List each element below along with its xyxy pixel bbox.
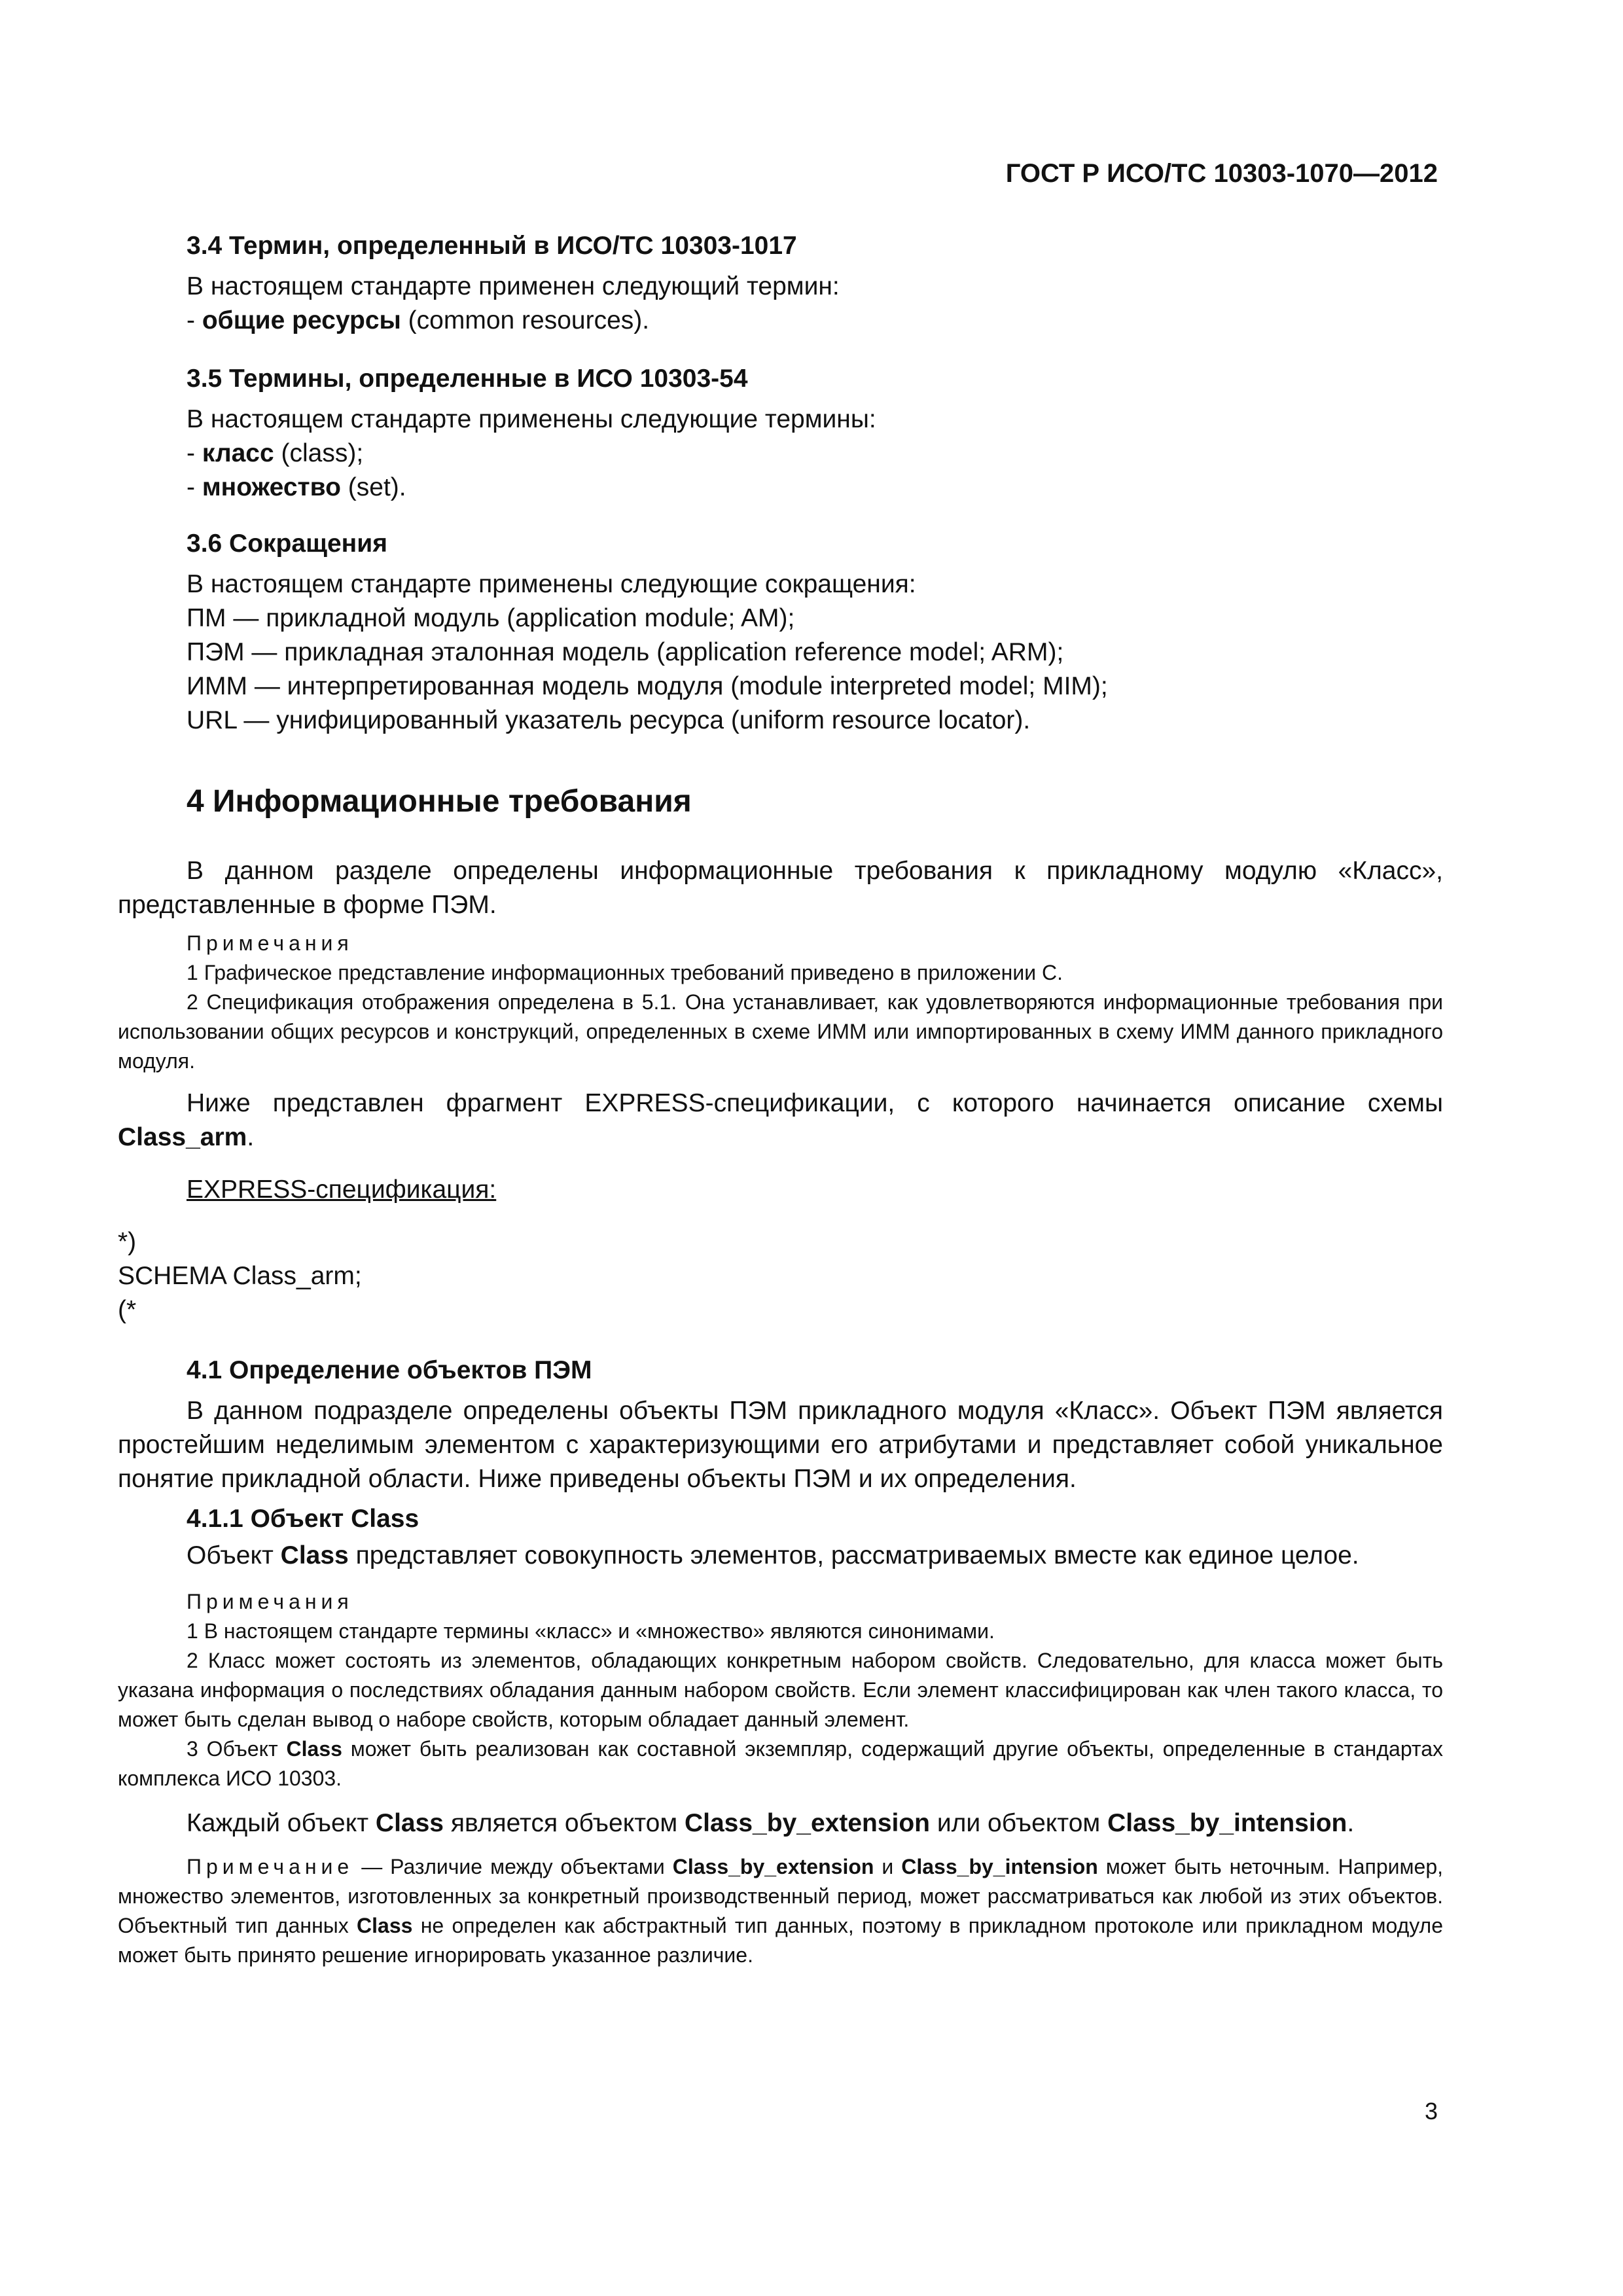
section-4-paragraph-2: Ниже представлен фрагмент EXPRESS-спецификации, с которого начинается описание схемы Class_arm. bbox=[118, 1089, 1443, 1151]
section-3-4-intro: В настоящем стандарте применен следующий термин: bbox=[187, 272, 840, 300]
code-line-1: *) bbox=[118, 1228, 137, 1256]
section-3-6-heading: 3.6 Сокращения bbox=[187, 529, 387, 558]
section-4-1-1-notes-title: Примечания bbox=[187, 1590, 353, 1613]
section-4-1 bbox=[118, 1354, 1443, 1496]
section-4-1-1-note-2: 2 Класс может состоять из элементов, обладающих конкретным набором свойств. Следовательно, для класса может быть указана информация о последствиях обладания данным набором свойств. Если элемент классифицирован как член такого класса, то может быть сделан вывод о наборе свойств, которым обладает данный элемент. bbox=[118, 1649, 1443, 1731]
document-header: ГОСТ Р ИСО/ТС 10303-1070—2012 bbox=[1005, 159, 1438, 188]
abbrev-line-3: ИММ — интерпретированная модель модуля (module interpreted model; MIM); bbox=[187, 672, 1108, 700]
section-4-1-1-heading: 4.1.1 Объект Class bbox=[187, 1505, 419, 1533]
section-3-4-heading: 3.4 Термин, определенный в ИСО/ТС 10303-1017 bbox=[187, 232, 797, 260]
section-4-1-heading: 4.1 Определение объектов ПЭМ bbox=[187, 1356, 592, 1384]
section-4-1-1-paragraph: Объект Class представляет совокупность элементов, рассматриваемых вместе как единое целое. bbox=[187, 1541, 1359, 1570]
section-4-1-paragraph: В данном подразделе определены объекты ПЭМ прикладного модуля «Класс». Объект ПЭМ является простейшим неделимым элементом с характеризующими его атрибутами и представляет собой уникальное понятие прикладной области. Ниже приведены объекты ПЭМ и их определения. bbox=[118, 1397, 1443, 1493]
section-4-note-2: 2 Спецификация отображения определена в 5.1. Она устанавливает, как удовлетворяются информационные требования при использовании общих ресурсов и конструкций, определенных в схеме ИММ или импортированных в схему ИММ данного прикладного модуля. bbox=[118, 990, 1443, 1073]
section-4-note-1: 1 Графическое представление информационных требований приведено в приложении С. bbox=[187, 961, 1063, 984]
abbrev-line-2: ПЭМ — прикладная эталонная модель (application reference model; ARM); bbox=[187, 638, 1064, 666]
section-4-body bbox=[118, 854, 1443, 1327]
section-3-5-item-2: - множество (set). bbox=[187, 473, 406, 501]
section-4-1-1 bbox=[118, 1502, 1443, 1970]
code-line-2: SCHEMA Class_arm; bbox=[118, 1262, 362, 1290]
abbrev-line-1: ПМ — прикладной модуль (application module; AM); bbox=[187, 604, 795, 632]
section-3-4 bbox=[118, 229, 1443, 338]
section-3-5-heading: 3.5 Термины, определенные в ИСО 10303-54 bbox=[187, 365, 748, 393]
section-3-5 bbox=[118, 362, 1443, 505]
section-3-5-intro: В настоящем стандарте применены следующие термины: bbox=[187, 405, 876, 433]
section-3-4-item: - общие ресурсы (common resources). bbox=[187, 306, 650, 334]
page-number: 3 bbox=[1424, 2098, 1438, 2125]
section-4-1-1-note-1: 1 В настоящем стандарте термины «класс» и «множество» являются синонимами. bbox=[187, 1619, 995, 1643]
section-3-6-intro: В настоящем стандарте применены следующие сокращения: bbox=[187, 570, 916, 598]
section-3-5-item-1: - класс (class); bbox=[187, 439, 364, 467]
section-4-paragraph: В данном разделе определены информационные требования к прикладному модулю «Класс», представленные в форме ПЭМ. bbox=[118, 857, 1443, 919]
each-object-statement: Каждый объект Class является объектом Class_by_extension или объектом Class_by_intension. bbox=[187, 1809, 1355, 1837]
section-4 bbox=[118, 782, 1443, 821]
express-label: EXPRESS-спецификация: bbox=[187, 1175, 497, 1204]
section-4-1-1-note-3: 3 Объект Class может быть реализован как составной экземпляр, содержащий другие объекты, определенные в стандартах комплекса ИСО 10303. bbox=[118, 1737, 1444, 1790]
final-note: Примечание — Различие между объектами Class_by_extension и Class_by_intension может быть неточным. Например, множество элементов, изготовленных за конкретный производственный период, может рассматриваться как любой из этих объектов. Объектный тип данных Class не определен как абстрактный тип данных, поэтому в прикладном протоколе или прикладном модуле может быть принято решение игнорировать указанное различие. bbox=[118, 1855, 1444, 1967]
section-3-6 bbox=[118, 527, 1443, 738]
section-4-notes-title: Примечания bbox=[187, 931, 353, 955]
abbrev-line-4: URL — унифицированный указатель ресурса (uniform resource locator). bbox=[187, 706, 1031, 734]
code-line-3: (* bbox=[118, 1296, 137, 1324]
section-4-heading: 4 Информационные требования bbox=[187, 784, 692, 819]
